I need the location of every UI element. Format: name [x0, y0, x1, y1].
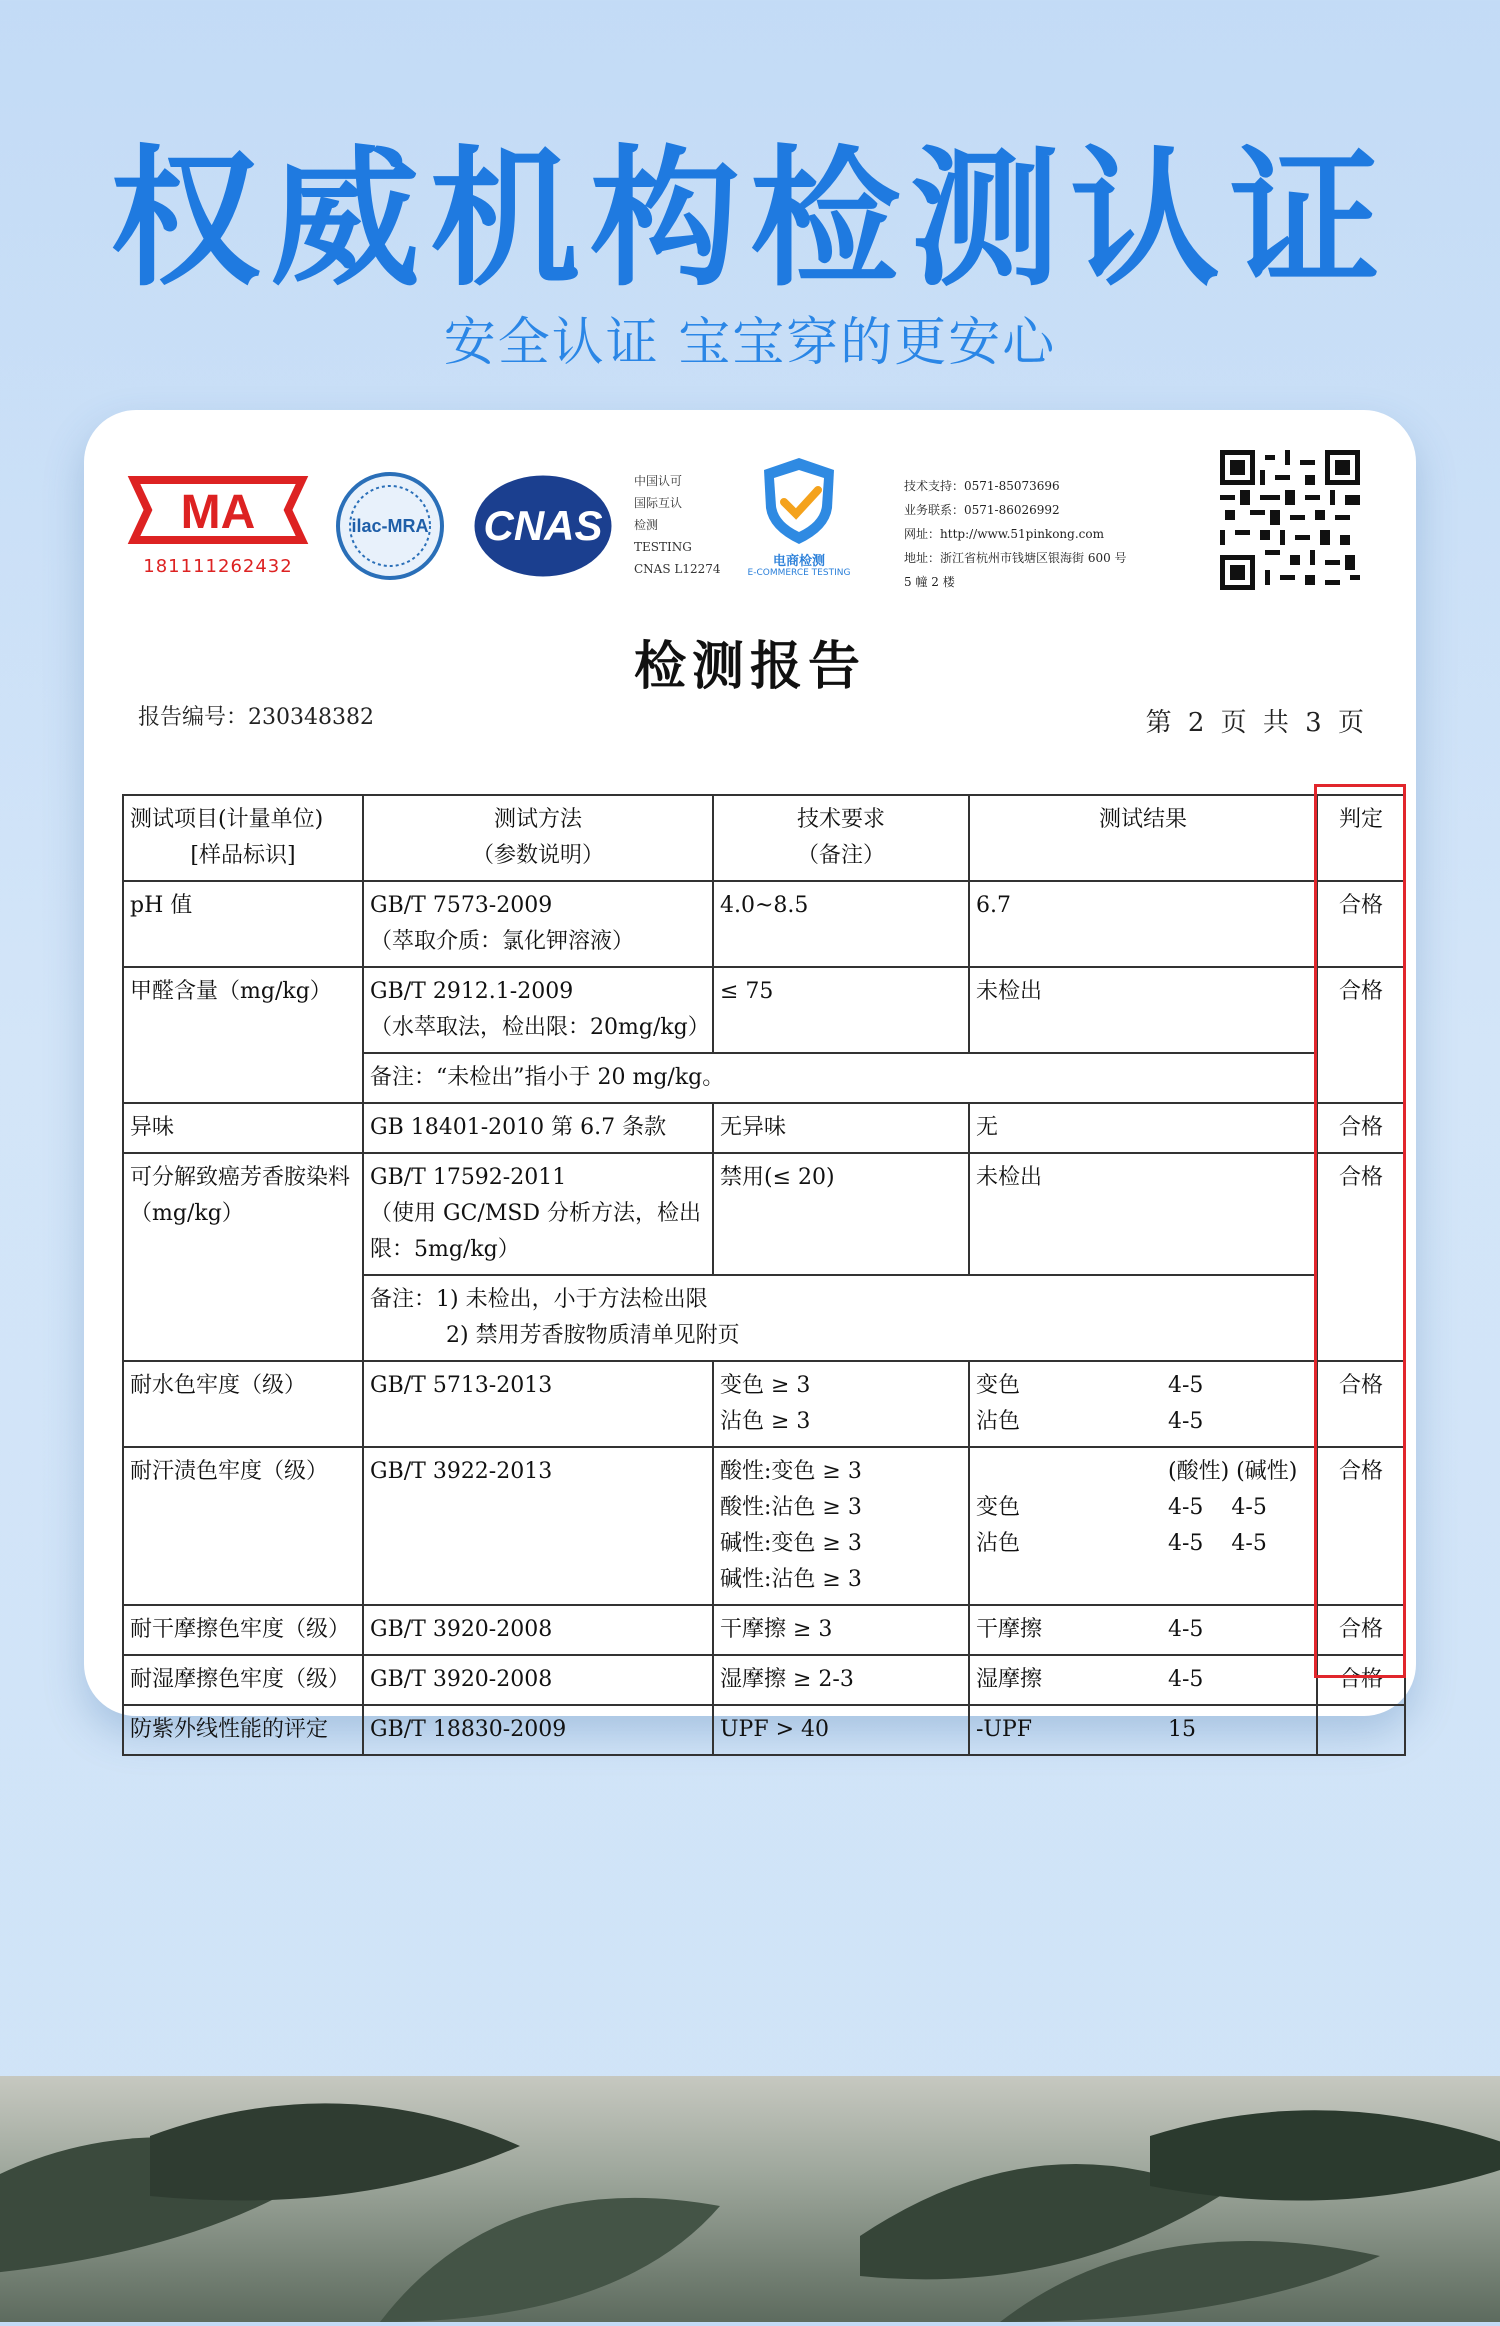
plant-photo [0, 2076, 1500, 2322]
page-indicator: 第 2 页 共 3 页 [1145, 708, 1368, 738]
table-header-row: 测试项目(计量单位) [样品标识] 测试方法 （参数说明） 技术要求 （备注） 测试结果 判定 [123, 795, 1405, 881]
hero-subtitle: 安全认证 宝宝穿的更安心 [443, 313, 1057, 373]
table-row: 耐干摩擦色牢度（级） GB/T 3920-2008 干摩擦 ≥ 3 干摩擦 4-5 合格 [123, 1605, 1405, 1655]
lab-accreditation-text: 中国认可 国际互认 检测 TESTING CNAS L12274 [634, 474, 721, 576]
cma-logo [128, 470, 308, 577]
cma-number: 181111262432 [143, 556, 293, 577]
report-card [84, 410, 1416, 1742]
table-row: 防紫外线性能的评定 GB/T 18830-2009 UPF > 40 -UPF 15 [123, 1705, 1405, 1755]
hero-title: 权威机构检测认证 [109, 133, 1390, 307]
contact-info: 技术支持：0571-85073696 业务联系：0571-86026992 网址：http://www.51pinkong.com 地址：浙江省杭州市钱塘区银海街 600 号 5 幢 2 楼 [904, 479, 1127, 589]
ilac-text: ilac-MRA [351, 516, 429, 536]
ilac-mra-logo [334, 470, 446, 582]
ecommerce-testing-logo [734, 450, 864, 590]
cnas-text: CNAS [483, 502, 603, 549]
table-row: 异味 GB 18401-2010 第 6.7 条款 无异味 无 合格 [123, 1103, 1405, 1153]
cma-text: MA [180, 486, 256, 539]
table-row: 可分解致癌芳香胺染料（mg/kg） GB/T 17592-2011 （使用 GC/MSD 分析方法，检出限：5mg/kg） 禁用(≤ 20) 未检出 合格 [123, 1153, 1405, 1275]
test-results-table [122, 794, 1406, 1756]
table-remark-row: 备注：1) 未检出，小于方法检出限 2) 禁用芳香胺物质清单见附页 [123, 1275, 1405, 1361]
table-row: 耐湿摩擦色牢度（级） GB/T 3920-2008 湿摩擦 ≥ 2-3 湿摩擦 4-5 合格 [123, 1655, 1405, 1705]
qr-code[interactable] [1220, 450, 1360, 590]
table-row: 甲醛含量（mg/kg） GB/T 2912.1-2009 （水萃取法，检出限：20mg/kg） ≤ 75 未检出 合格 [123, 967, 1405, 1053]
report-number: 报告编号：230348382 [138, 705, 374, 730]
table-row: 耐水色牢度（级） GB/T 5713-2013 变色 ≥ 3 沾色 ≥ 3 变色 4-5 沾色 4-5 合格 [123, 1361, 1405, 1447]
cnas-logo [470, 470, 616, 582]
shield-check-icon [734, 450, 864, 550]
table-remark-row: 备注：“未检出”指小于 20 mg/kg。 [123, 1053, 1405, 1103]
logo-strip [84, 410, 1416, 610]
table-row: pH 值 GB/T 7573-2009 （萃取介质：氯化钾溶液） 4.0~8.5 6.7 合格 [123, 881, 1405, 967]
report-title: 检测报告 [633, 636, 866, 697]
ecom-label-cn: 电商检测 [772, 554, 825, 569]
ecom-label-en: E-COMMERCE TESTING [747, 568, 851, 578]
table-row: 耐汗渍色牢度（级） GB/T 3922-2013 酸性:变色 ≥ 3 酸性:沾色 ≥ 3 碱性:变色 ≥ 3 碱性:沾色 ≥ 3 (酸性) (碱性) 变色 4-5 4-5 沾色 4-5 4-5 合格 [123, 1447, 1405, 1605]
